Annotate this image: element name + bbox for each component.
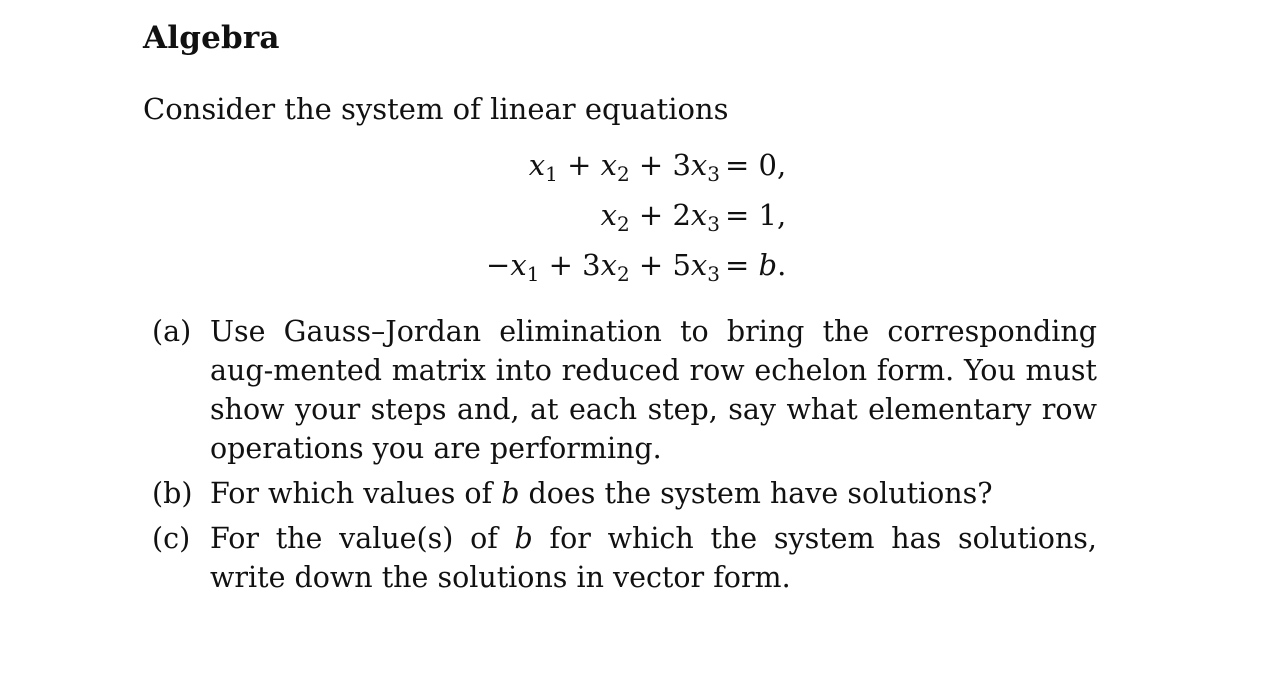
equation-row-2 xyxy=(420,198,840,248)
part-c xyxy=(152,519,1097,597)
part-b-text-after: does the system have solutions? xyxy=(519,477,993,510)
equation-system xyxy=(420,148,840,298)
part-c-text-before: For the value(s) of xyxy=(210,522,515,555)
section-heading: Algebra xyxy=(143,20,280,56)
part-b-text-before: For which values of xyxy=(210,477,502,510)
question-parts xyxy=(152,312,1097,603)
part-a-label: (a) xyxy=(152,315,192,348)
part-b-var: b xyxy=(501,477,520,510)
equation-1-lhs: $x_1 + x_2 + 3x_3$ xyxy=(528,148,720,186)
equation-3-rhs: = b. xyxy=(725,248,787,282)
equation-1-rhs: = 0, xyxy=(725,148,787,182)
part-b xyxy=(152,474,1097,513)
equation-row-1 xyxy=(420,148,840,198)
part-c-text-after: for which the system has solutions, write down the solutions in vector form. xyxy=(210,522,1097,594)
part-a xyxy=(152,312,1097,468)
equation-3-lhs: $-x_1 + 3x_2 + 5x_3$ xyxy=(486,248,720,286)
equation-row-3 xyxy=(420,248,840,298)
part-a-text: Use Gauss–Jordan elimination to bring the corresponding aug-mented matrix into reduced row echelon form. You must show your steps and, at each step, say what elementary row operations you are performing. xyxy=(210,315,1097,465)
part-c-var: b xyxy=(514,522,533,555)
equation-2-rhs: = 1, xyxy=(725,198,787,232)
part-c-label: (c) xyxy=(152,522,191,555)
equation-2-lhs: $x_2 + 2x_3$ xyxy=(600,198,720,236)
intro-text: Consider the system of linear equations xyxy=(143,92,729,126)
part-b-label: (b) xyxy=(152,477,193,510)
